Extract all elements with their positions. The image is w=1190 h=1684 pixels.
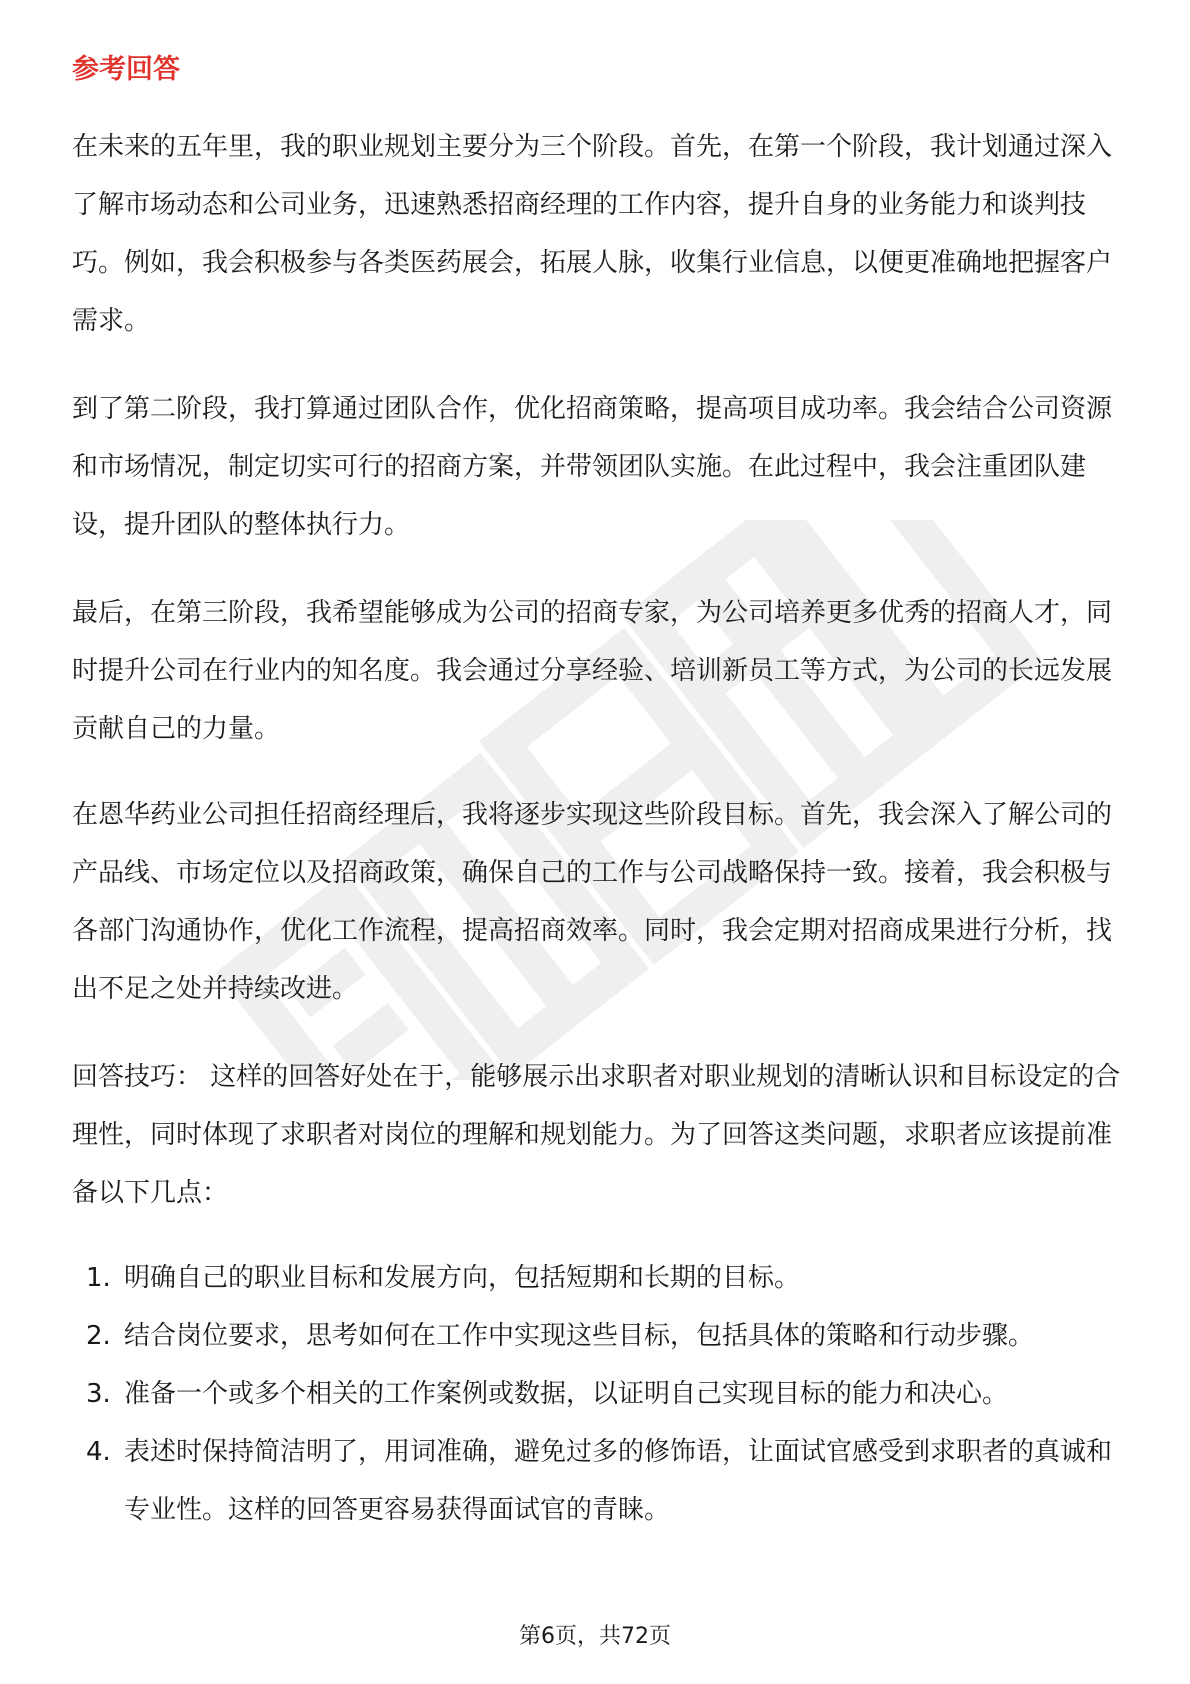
- paragraph-stage-two: 到了第二阶段，我打算通过团队合作，优化招商策略，提高项目成功率。我会结合公司资源和市场情况，制定切实可行的招商方案，并带领团队实施。在此过程中，我会注重团队建设，提升团队的整体执行力。: [72, 394, 1113, 540]
- paragraph-answer-tips: 回答技巧： 这样的回答好处在于，能够展示出求职者对职业规划的清晰认识和目标设定的合理性，同时体现了求职者对岗位的理解和规划能力。为了回答这类问题，求职者应该提前准备以下几点：: [72, 1062, 1121, 1208]
- list-number: 2.: [86, 1321, 111, 1351]
- paragraph-stage-three: 最后，在第三阶段，我希望能够成为公司的招商专家，为公司培养更多优秀的招商人才，同时提升公司在行业内的知名度。我会通过分享经验、培训新员工等方式，为公司的长远发展贡献自己的力量。: [72, 598, 1113, 744]
- list-number: 4.: [86, 1437, 111, 1467]
- paragraph-stage-one: 在未来的五年里，我的职业规划主要分为三个阶段。首先，在第一个阶段，我计划通过深入了解市场动态和公司业务，迅速熟悉招商经理的工作内容，提升自身的业务能力和谈判技巧。例如，我会积极参与各类医药展会，拓展人脉，收集行业信息，以便更准确地把握客户需求。: [72, 132, 1113, 336]
- paragraph-company-plan: 在恩华药业公司担任招商经理后，我将逐步实现这些阶段目标。首先，我会深入了解公司的产品线、市场定位以及招商政策，确保自己的工作与公司战略保持一致。接着，我会积极与各部门沟通协作，优化工作流程，提高招商效率。同时，我会定期对招商成果进行分析，找出不足之处并持续改进。: [72, 800, 1113, 1004]
- list-item-text: 结合岗位要求，思考如何在工作中实现这些目标，包括具体的策略和行动步骤。: [124, 1321, 1035, 1351]
- list-item: [72, 1249, 1122, 1307]
- page-number-footer: 第6页，共72页: [519, 1624, 671, 1649]
- list-item: [72, 1423, 1122, 1539]
- list-item: [72, 1307, 1122, 1365]
- list-number: 3.: [86, 1379, 111, 1409]
- list-item-text: 表述时保持简洁明了，用词准确，避免过多的修饰语，让面试官感受到求职者的真诚和专业性。这样的回答更容易获得面试官的青睐。: [124, 1437, 1113, 1525]
- list-item: [72, 1365, 1122, 1423]
- list-number: 1.: [86, 1263, 111, 1293]
- section-heading: 参考回答: [72, 54, 180, 85]
- list-item-text: 准备一个或多个相关的工作案例或数据，以证明自己实现目标的能力和决心。: [124, 1379, 1009, 1409]
- tips-list: [72, 1249, 1122, 1539]
- list-item-text: 明确自己的职业目标和发展方向，包括短期和长期的目标。: [124, 1263, 801, 1293]
